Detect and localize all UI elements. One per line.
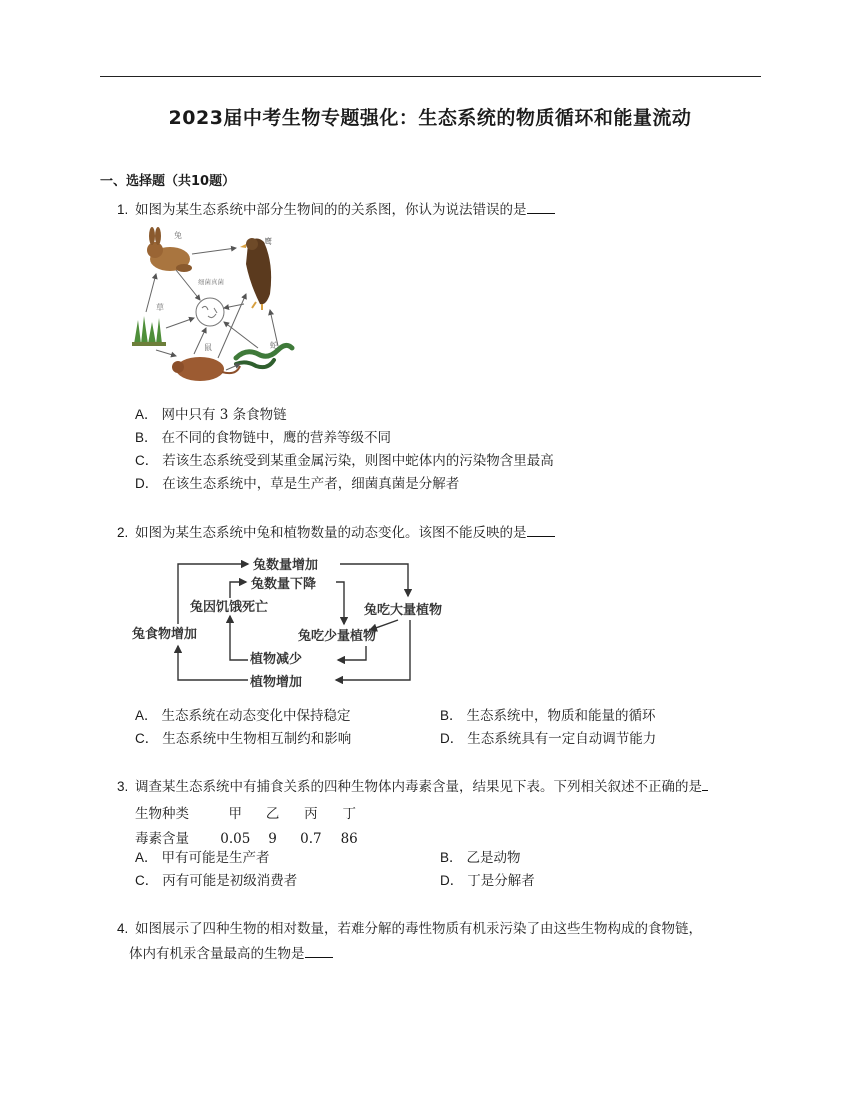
node-rabbit-eat-many: 兔吃大量植物 (364, 603, 443, 618)
q3-option-d[interactable]: D． 丁是分解者 (440, 873, 535, 889)
q2-option-b[interactable]: B． 生态系统中，物质和能量的循环 (440, 708, 656, 724)
q3-option-b[interactable]: B． 乙是动物 (440, 850, 521, 866)
question-1-stem (117, 199, 555, 221)
eagle-illustration (240, 238, 271, 310)
page-title: 2023届中考生物专题强化：生态系统的物质循环和能量流动 (168, 107, 692, 129)
toxin-table-row-species (135, 802, 366, 822)
question-4-stem-line2 (129, 943, 333, 965)
question-text: 体内有机汞含量最高的生物是 (129, 946, 305, 962)
question-text: 如图为某生态系统中兔和植物数量的动态变化。该图不能反映的是 (135, 525, 527, 541)
toxin-table-row-values (135, 827, 366, 847)
decomposer-illustration (196, 298, 224, 326)
table-row-header: 毒素含量 (135, 831, 189, 847)
label-eagle: 鹰 (264, 237, 272, 246)
node-rabbit-food-increase: 兔食物增加 (132, 627, 198, 642)
node-rabbit-starve: 兔因饥饿死亡 (190, 600, 269, 615)
question-text: 调查某生态系统中有捕食关系的四种生物体内毒素含量，结果见下表。下列相关叙述不正确的是 (135, 779, 702, 795)
node-plant-decrease: 植物减少 (250, 652, 303, 667)
grass-illustration (132, 316, 166, 346)
label-grass: 草 (156, 303, 164, 312)
q3-option-a[interactable]: A． 甲有可能是生产者 (135, 850, 270, 866)
table-row-header: 生物种类 (135, 806, 189, 822)
label-mouse: 鼠 (204, 343, 212, 352)
q3-option-c[interactable]: C． 丙有可能是初级消费者 (135, 873, 298, 889)
answer-blank (702, 776, 708, 791)
table-cell: 乙 (265, 806, 280, 822)
node-plant-increase: 植物增加 (250, 675, 303, 690)
answer-blank (527, 199, 555, 214)
table-cell: 86 (340, 831, 358, 847)
answer-blank (305, 943, 333, 958)
table-cell: 丙 (304, 806, 318, 822)
node-rabbit-eat-few: 兔吃少量植物 (298, 629, 377, 644)
question-text: 如图为某生态系统中部分生物间的的关系图，你认为说法错误的是 (135, 202, 527, 218)
table-cell: 甲 (228, 806, 243, 822)
table-cell: 0.7 (300, 831, 322, 847)
question-text: 如图展示了四种生物的相对数量，若难分解的毒性物质有机汞污染了由这些生物构成的食物链， (135, 921, 702, 937)
q1-option-c[interactable]: C． 若该生态系统受到某重金属污染，则图中蛇体内的污染物含里最高 (135, 453, 554, 469)
label-rabbit: 兔 (174, 231, 182, 240)
food-web-figure (128, 224, 303, 394)
table-cell: 9 (268, 831, 277, 847)
rabbit-plant-cycle-diagram (130, 552, 465, 692)
q2-option-c[interactable]: C． 生态系统中生物相互制约和影响 (135, 731, 352, 747)
node-rabbit-decrease: 兔数量下降 (251, 577, 317, 592)
q1-option-b[interactable]: B． 在不同的食物链中，鹰的营养等级不同 (135, 430, 392, 446)
question-4-stem (117, 918, 702, 940)
q1-option-a[interactable]: A． 网中只有 3 条食物链 (135, 407, 287, 423)
question-number: 4. (117, 921, 129, 936)
answer-blank (527, 522, 555, 537)
question-number: 2. (117, 525, 129, 540)
question-number: 1. (117, 202, 129, 217)
label-snake: 蛇 (270, 341, 278, 350)
table-cell: 0.05 (220, 831, 251, 847)
table-cell: 丁 (342, 806, 356, 822)
q2-option-d[interactable]: D． 生态系统具有一定自动调节能力 (440, 731, 657, 747)
question-2-stem (117, 522, 555, 544)
question-3-stem (117, 776, 708, 798)
mouse-illustration (172, 357, 240, 381)
header-rule (100, 76, 761, 77)
q2-option-a[interactable]: A． 生态系统在动态变化中保持稳定 (135, 708, 351, 724)
node-rabbit-increase: 兔数量增加 (253, 558, 319, 573)
label-decomposer: 细菌真菌 (198, 278, 224, 286)
snake-illustration (236, 345, 292, 367)
section-heading: 一、选择题（共10题） (100, 174, 236, 189)
q1-option-d[interactable]: D． 在该生态系统中，草是生产者，细菌真菌是分解者 (135, 476, 460, 492)
question-number: 3. (117, 779, 129, 794)
rabbit-illustration (147, 227, 192, 272)
